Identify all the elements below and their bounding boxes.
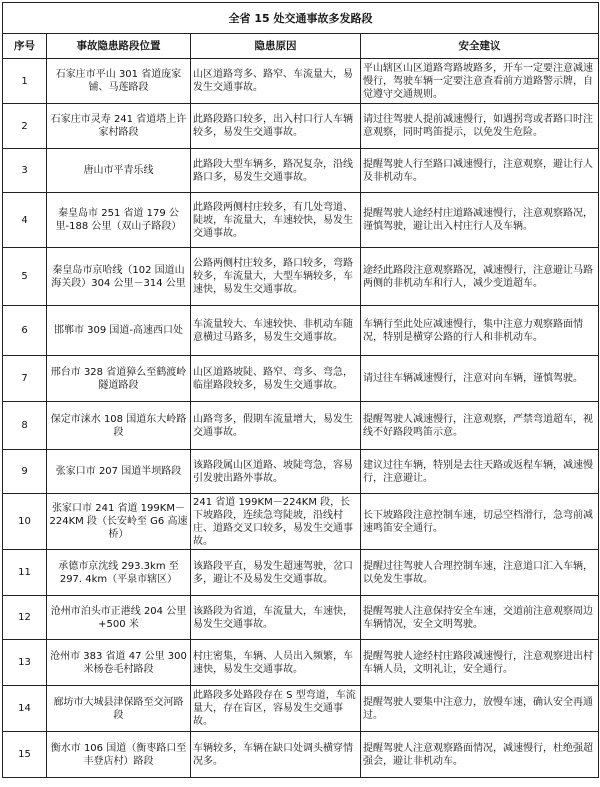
row-advice: 提醒驾驶人行至路口减速慢行，注意观察，避让行人及非机动车。 bbox=[361, 149, 599, 193]
table-row bbox=[3, 149, 599, 193]
table-row bbox=[3, 356, 599, 402]
row-location: 沧州市 383 省道 47 公里 300 米杨卷毛村路段 bbox=[47, 640, 191, 686]
row-no: 15 bbox=[3, 732, 47, 778]
row-no: 13 bbox=[3, 640, 47, 686]
row-advice: 建议过往车辆，特别是去往天路或返程车辆，减速慢行，注意避让。 bbox=[361, 450, 599, 494]
row-advice: 提醒过往驾驶人合理控制车速，注意道口汇入车辆，以免发生事故。 bbox=[361, 550, 599, 596]
row-cause: 山路弯多，假期车流量增大，易发生交通事故。 bbox=[191, 402, 361, 450]
table-row bbox=[3, 402, 599, 450]
row-cause: 此路段多处路段存在 S 型弯道，车流量大，存在盲区，容易发生交通事故。 bbox=[191, 686, 361, 732]
row-location: 秦皇岛市京哈线（102 国道山海关段）304 公里－314 公里 bbox=[47, 248, 191, 306]
table-row bbox=[3, 596, 599, 640]
row-cause: 山区道路弯多、路窄、车流量大，易发生交通事故。 bbox=[191, 59, 361, 104]
table-row bbox=[3, 450, 599, 494]
row-no: 1 bbox=[3, 59, 47, 104]
table-row bbox=[3, 306, 599, 356]
accident-table bbox=[2, 2, 599, 778]
row-no: 5 bbox=[3, 248, 47, 306]
row-no: 14 bbox=[3, 686, 47, 732]
row-location: 衡水市 106 国道（衡枣路口至丰登店村）路段 bbox=[47, 732, 191, 778]
row-advice: 途经此路段注意观察路况，减速慢行，注意避让马路两侧的非机动车和行人，减少变道超车。 bbox=[361, 248, 599, 306]
table-row bbox=[3, 59, 599, 104]
header-cause: 隐患原因 bbox=[191, 34, 361, 59]
row-location: 邯郸市 309 国道-高速西口处 bbox=[47, 306, 191, 356]
table-row bbox=[3, 640, 599, 686]
row-cause: 山区道路坡陡、路窄、弯多、弯急，临崖路段较多，易发生交通事故。 bbox=[191, 356, 361, 402]
row-advice: 平山辖区山区道路弯路坡路多，开车一定要注意减速慢行，驾驶车辆一定要注意查看前方道路警示牌，自觉遵守交通规则。 bbox=[361, 59, 599, 104]
row-location: 邢台市 328 省道獐么至鹤渡岭隧道路段 bbox=[47, 356, 191, 402]
row-location: 石家庄市灵寿 241 省道塔上许家村路段 bbox=[47, 104, 191, 149]
row-location: 张家口市 207 国道半坝路段 bbox=[47, 450, 191, 494]
row-location: 石家庄市平山 301 省道庞家铺、马莲路段 bbox=[47, 59, 191, 104]
row-cause: 该路段为省道，车流量大，车速快，易发生交通事故。 bbox=[191, 596, 361, 640]
row-advice: 请过往车辆减速慢行，注意对向车辆，谨慎驾驶。 bbox=[361, 356, 599, 402]
table-row bbox=[3, 686, 599, 732]
row-advice: 长下坡路段注意控制车速，切忌空档滑行，急弯前减速鸣笛安全通行。 bbox=[361, 494, 599, 550]
table-row bbox=[3, 193, 599, 248]
row-cause: 241 省道 199KM－224KM 段，长下坡路段，连续急弯陡坡，沿线村庄、道路交叉口较多，易发生交通事故。 bbox=[191, 494, 361, 550]
row-location: 秦皇岛市 251 省道 179 公里-188 公里（双山子路段） bbox=[47, 193, 191, 248]
row-advice: 请过往驾驶人提前减速慢行，如遇拐弯或者路口时注意观察，同时鸣笛提示，以免发生危险。 bbox=[361, 104, 599, 149]
row-advice: 提醒驾驶人途经村庄路段减速慢行，注意观察进出村车辆人员，文明礼让，安全通行。 bbox=[361, 640, 599, 686]
row-cause: 该路段平直，易发生超速驾驶，岔口多，避让不及易发生交通事故。 bbox=[191, 550, 361, 596]
row-no: 12 bbox=[3, 596, 47, 640]
table-title: 全省 15 处交通事故多发路段 bbox=[3, 3, 599, 34]
row-advice: 提醒驾驶人途经村庄道路减速慢行，注意观察路况，谨慎驾驶，避让出入村庄行人及车辆。 bbox=[361, 193, 599, 248]
row-advice: 提醒驾驶人注意保持安全车速，交道前注意观察周边车辆情况，安全文明驾驶。 bbox=[361, 596, 599, 640]
table-row bbox=[3, 732, 599, 778]
row-no: 2 bbox=[3, 104, 47, 149]
row-no: 6 bbox=[3, 306, 47, 356]
row-cause: 此路段两侧村庄较多，有几处弯道、陡坡，车流量大，车速较快，易发生交通事故。 bbox=[191, 193, 361, 248]
row-advice: 提醒驾驶人注意观察路面情况，减速慢行，杜绝强超强会，避让非机动车。 bbox=[361, 732, 599, 778]
row-cause: 公路两侧村庄较多，路口较多，弯路较多，车流量大，大型车辆较多，车速快，易发生交通事故。 bbox=[191, 248, 361, 306]
row-cause: 车辆较多，车辆在缺口处调头横穿情况多。 bbox=[191, 732, 361, 778]
row-no: 3 bbox=[3, 149, 47, 193]
row-cause: 村庄密集，车辆、人员出入频繁，车速快，易发生交通事故。 bbox=[191, 640, 361, 686]
table-row bbox=[3, 104, 599, 149]
row-cause: 该路段属山区道路、坡陡弯急，容易引发驶出路外事故。 bbox=[191, 450, 361, 494]
row-cause: 此路段路口较多，出入村口行人车辆较多，易发生交通事故。 bbox=[191, 104, 361, 149]
row-location: 保定市涞水 108 国道东大岭路段 bbox=[47, 402, 191, 450]
row-no: 11 bbox=[3, 550, 47, 596]
row-location: 张家口市 241 省道 199KM－224KM 段（长安岭至 G6 高速桥） bbox=[47, 494, 191, 550]
header-location: 事故隐患路段位置 bbox=[47, 34, 191, 59]
header-no: 序号 bbox=[3, 34, 47, 59]
table-body bbox=[3, 59, 599, 778]
row-no: 9 bbox=[3, 450, 47, 494]
row-location: 唐山市平青乐线 bbox=[47, 149, 191, 193]
row-no: 8 bbox=[3, 402, 47, 450]
row-no: 10 bbox=[3, 494, 47, 550]
row-no: 7 bbox=[3, 356, 47, 402]
row-cause: 此路段大型车辆多，路况复杂，沿线路口多，易发生交通事故。 bbox=[191, 149, 361, 193]
row-cause: 车流量较大、车速较快、非机动车随意横过马路多，易发生交通事故。 bbox=[191, 306, 361, 356]
header-advice: 安全建议 bbox=[361, 34, 599, 59]
row-advice: 提醒驾驶人减速慢行，注意观察，严禁弯道超车，视线不好路段鸣笛示意。 bbox=[361, 402, 599, 450]
row-location: 沧州市泊头市正港线 204 公里+500 米 bbox=[47, 596, 191, 640]
table-row bbox=[3, 248, 599, 306]
table-row bbox=[3, 550, 599, 596]
row-location: 廊坊市大城县津保路至交河路段 bbox=[47, 686, 191, 732]
row-advice: 提醒驾驶人要集中注意力，放慢车速，确认安全再通过。 bbox=[361, 686, 599, 732]
table-row bbox=[3, 494, 599, 550]
row-advice: 车辆行至此处应减速慢行，集中注意力观察路面情况，特别是横穿公路的行人和非机动车。 bbox=[361, 306, 599, 356]
row-no: 4 bbox=[3, 193, 47, 248]
row-location: 承德市京沈线 293.3km 至 297. 4km（平泉市辖区） bbox=[47, 550, 191, 596]
